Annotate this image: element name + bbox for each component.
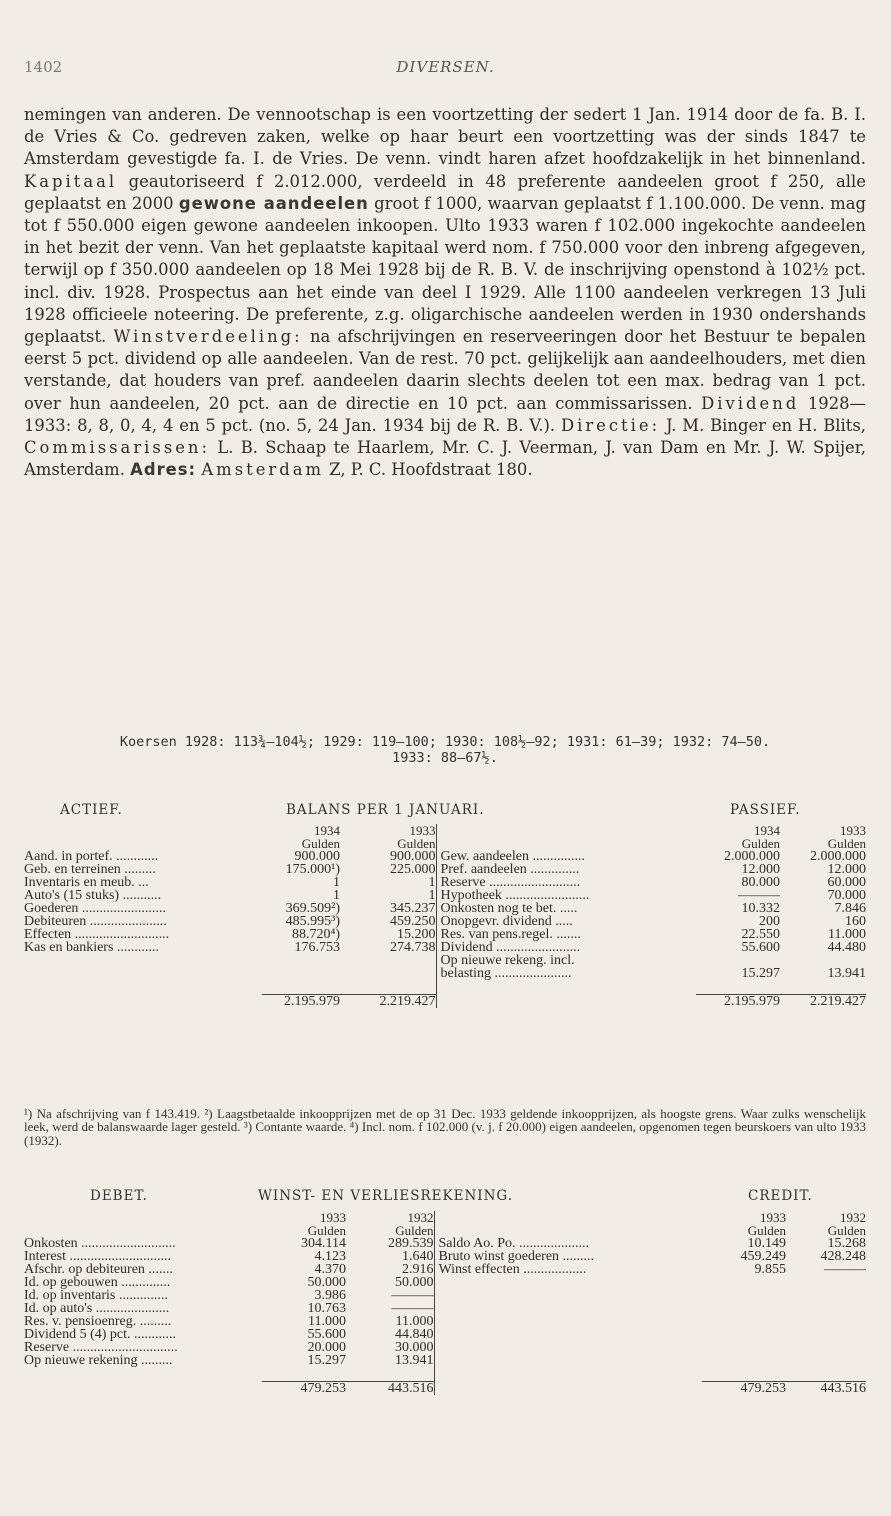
table-row [24, 928, 866, 941]
right-value-b: 428.248 [820, 1250, 866, 1263]
left-value-b: 459.250 [390, 915, 436, 928]
company-description [24, 104, 866, 481]
right-label [434, 1328, 702, 1341]
right-label: Pref. aandeelen .............. [436, 863, 696, 876]
total-value: 2.219.427 [340, 994, 436, 1008]
right-value-a: 55.600 [741, 941, 780, 954]
left-value-a [262, 954, 340, 967]
right-value-a [702, 1276, 786, 1289]
left-value-b: 2.916 [402, 1263, 434, 1276]
right-value-a: 80.000 [741, 876, 780, 889]
wv-body [24, 1211, 866, 1367]
wv-heading [24, 1188, 866, 1206]
left-label: Op nieuwe rekening ......... [24, 1354, 173, 1367]
right-value-a: 15.297 [741, 967, 780, 980]
right-value-b: 11.000 [828, 928, 866, 941]
total-value: 479.253 [262, 1381, 346, 1395]
unit: Gulden [307, 1224, 346, 1237]
left-value-b: 13.941 [395, 1354, 434, 1367]
unit: Gulden [397, 837, 436, 850]
left-label [24, 954, 262, 967]
left-value-a: 900.000 [294, 850, 340, 863]
table-row [24, 863, 866, 876]
table-row [24, 1354, 866, 1367]
right-value-b: 2.000.000 [810, 850, 866, 863]
left-value-b: 1 [428, 889, 436, 902]
text-segment: 1928—1933: 8, 8, 0, 4, 4 en 5 pct. (no. 5, 24 Jan. 1934 bij de R. B. V.). [24, 393, 866, 435]
text-segment: L. B. Schaap te Haarlem, Mr. C. J. Veerman, J. van Dam en Mr. J. W. Spijer, Amsterdam. [24, 438, 867, 480]
winstverdeeling-heading: Winstverdeeling: [113, 327, 303, 347]
right-value-a: 459.249 [740, 1250, 786, 1263]
directie-heading: Directie: [560, 415, 661, 435]
year-a: 1933 [320, 1211, 346, 1224]
table-row [24, 876, 866, 889]
right-label [434, 1302, 702, 1315]
left-label: Geb. en terreinen ......... [24, 863, 156, 876]
right-value-b [786, 1302, 866, 1315]
table-row [24, 967, 866, 980]
unit-row [24, 837, 866, 850]
commissarissen-heading: Commissarissen: [24, 438, 211, 458]
right-value-a [702, 1289, 786, 1302]
right-value-b [786, 1289, 866, 1302]
left-value-b [340, 967, 436, 980]
left-value-b: ——— [391, 1289, 434, 1302]
right-value-a: 12.000 [741, 863, 780, 876]
left-value-a: 4.123 [314, 1250, 346, 1263]
balans-body [24, 824, 866, 980]
left-value-a: 3.986 [314, 1289, 346, 1302]
table-row [24, 1237, 866, 1250]
right-label: Hypotheek ........................ [436, 889, 696, 902]
koersen [24, 734, 866, 766]
text-segment: J. M. Binger en H. Blits, [665, 415, 866, 435]
year-row [24, 1211, 866, 1224]
text-segment: nemingen van anderen. De vennootschap is een voortzetting der sedert 1 Jan. 1914 door de fa. B. I. de Vries & Co. gedreven zaken, welke op haar beurt een voortzetting was der sinds 1847 te Amsterdam gevestigde fa. I. de Vries. De venn. vindt haren afzet hoofdzakelijk in het binnenland. [24, 105, 866, 169]
left-label: Inventaris en meub. ... [24, 876, 149, 889]
right-label: Dividend ........................ [436, 941, 696, 954]
left-value-a: 55.600 [307, 1328, 346, 1341]
right-label: Saldo Ao. Po. .................... [434, 1237, 702, 1250]
page-header [24, 58, 867, 82]
left-value-a: 15.297 [307, 1354, 346, 1367]
left-value-b: 289.539 [388, 1237, 434, 1250]
page-number: 1402 [24, 58, 63, 76]
left-label: Interest ............................. [24, 1250, 171, 1263]
right-label: Op nieuwe rekeng. incl. [436, 954, 696, 967]
left-label: Auto's (15 stuks) ........... [24, 889, 162, 902]
left-label: Id. op inventaris .............. [24, 1289, 168, 1302]
right-value-a: 2.000.000 [724, 850, 780, 863]
right-label [434, 1276, 702, 1289]
table-row [24, 1263, 866, 1276]
koersen-line: Koersen 1928: 113¾—104½; 1929: 119—100; 1930: 108½—92; 1931: 61—39; 1932: 74—50. [119, 734, 771, 750]
left-value-b: 225.000 [390, 863, 436, 876]
unit-row [24, 1224, 866, 1237]
adres-city: Amsterdam [201, 460, 325, 480]
balans-heading [24, 802, 866, 820]
wv-table [24, 1211, 866, 1395]
total-value: 443.516 [346, 1381, 434, 1395]
total-value: 443.516 [786, 1381, 866, 1395]
totals-row [24, 1381, 866, 1395]
year-a: 1934 [314, 824, 340, 837]
total-value: 479.253 [702, 1381, 786, 1395]
year-a: 1933 [760, 1211, 786, 1224]
table-row [24, 850, 866, 863]
right-value-b: 60.000 [827, 876, 866, 889]
right-value-a [702, 1302, 786, 1315]
right-value-a: 10.332 [741, 902, 780, 915]
actief-label: ACTIEF. [60, 802, 123, 818]
left-value-b: 900.000 [390, 850, 436, 863]
right-label: Gew. aandeelen ............... [436, 850, 696, 863]
year-a: 1934 [754, 824, 780, 837]
right-value-a [702, 1354, 786, 1367]
left-label: Effecten ........................... [24, 928, 170, 941]
unit: Gulden [741, 837, 780, 850]
left-label: Dividend 5 (4) pct. ............ [24, 1328, 177, 1341]
balans-title: BALANS PER 1 JANUARI. [286, 802, 485, 818]
left-value-b: 1 [428, 876, 436, 889]
left-value-a: 4.370 [314, 1263, 346, 1276]
right-value-b [780, 954, 866, 967]
balans-totals [24, 980, 866, 1008]
left-label: Debiteuren ...................... [24, 915, 167, 928]
left-value-a: 176.753 [294, 941, 340, 954]
table-row [24, 902, 866, 915]
balans-table [24, 824, 866, 1008]
text-segment: geautoriseerd f 2.012.000, verdeeld in 48 preferente aandeelen groot f 250, alle geplaatst en 2000 [24, 171, 866, 213]
year-row [24, 824, 866, 837]
right-value-b: 160 [845, 915, 866, 928]
left-label: Id. op gebouwen .............. [24, 1276, 171, 1289]
text-segment: groot f 1000, waarvan geplaatst f 1.100.000. De venn. mag tot f 550.000 eigen gewone aandeelen inkoopen. Ulto 1933 waren f 102.000 ingekochte aandeelen in het bezit der venn. Van het geplaatste kapitaal werd nom. f 750.000 voor den inbreng afgegeven, terwijl op f 350.000 aandeelen op 18 Mei 1928 bij de R. B. V. de inschrijving openstond à 102½ pct. incl. div. 1928. Prospectus aan het einde van deel I 1929. Alle 1100 aandeelen verkregen 13 Juli 1928 officieele noteering. De preferente, z.g. oligarchische aandeelen werden in 1930 ondershands geplaatst. [24, 193, 866, 347]
right-value-a [702, 1328, 786, 1341]
left-value-a: 369.509²) [285, 902, 340, 915]
left-value-a: 11.000 [308, 1315, 346, 1328]
right-value-b: 70.000 [827, 889, 866, 902]
left-value-b: 345.237 [390, 902, 436, 915]
unit: Gulden [301, 837, 340, 850]
left-label: Goederen ........................ [24, 902, 166, 915]
right-value-b [786, 1276, 866, 1289]
left-value-a: 304.114 [301, 1237, 346, 1250]
left-value-a: 175.000¹) [285, 863, 340, 876]
right-label [434, 1354, 702, 1367]
left-value-a: 50.000 [307, 1276, 346, 1289]
left-label: Res. v. pensioenreg. ......... [24, 1315, 172, 1328]
wv-title: WINST- EN VERLIESREKENING. [258, 1188, 514, 1204]
left-value-a: 1 [333, 876, 340, 889]
kapitaal-heading: Kapitaal [24, 171, 118, 191]
left-value-a: 88.720⁴) [291, 928, 340, 941]
left-label: Id. op auto's ..................... [24, 1302, 170, 1315]
left-value-a: 485.995³) [285, 915, 340, 928]
total-value: 2.195.979 [262, 994, 340, 1008]
right-value-b [786, 1315, 866, 1328]
left-value-a: 10.763 [307, 1302, 346, 1315]
table-row [24, 1302, 866, 1315]
text-segment: na afschrijvingen en reserveeringen door het Bestuur te bepalen eerst 5 pct. dividend op alle aandeelen. Van de rest. 70 pct. gelijkelijk aan aandeelhouders, met dien verstande, dat houders van pref. aandeelen daarin slechts deelen tot een max. bedrag van 1 pct. over hun aandeelen, 20 pct. aan de directie en 10 pct. aan commissarissen. [24, 327, 866, 413]
right-label [434, 1315, 702, 1328]
right-value-a: 10.149 [747, 1237, 786, 1250]
right-label: belasting ...................... [436, 967, 696, 980]
right-value-b: 44.480 [827, 941, 866, 954]
total-value: 2.195.979 [696, 994, 780, 1008]
right-value-b: 15.268 [827, 1237, 866, 1250]
unit: Gulden [827, 1224, 866, 1237]
table-row [24, 954, 866, 967]
totals-row [24, 994, 866, 1008]
left-value-b [340, 954, 436, 967]
left-value-b: 15.200 [397, 928, 436, 941]
left-value-a: 20.000 [307, 1341, 346, 1354]
right-value-a: 9.855 [754, 1263, 786, 1276]
left-label: Reserve .............................. [24, 1341, 178, 1354]
right-label: Winst effecten .................. [434, 1263, 702, 1276]
left-label: Afschr. op debiteuren ....... [24, 1263, 173, 1276]
right-value-b [786, 1328, 866, 1341]
year-b: 1932 [407, 1211, 434, 1224]
left-value-b: ——— [391, 1302, 434, 1315]
right-value-a [702, 1341, 786, 1354]
right-value-a: ——— [738, 889, 780, 902]
right-label: Bruto winst goederen ......... [434, 1250, 702, 1263]
right-value-b: ——— [824, 1263, 866, 1276]
right-label: Onkosten nog te bet. ..... [436, 902, 696, 915]
table-row [24, 1289, 866, 1302]
table-row [24, 1341, 866, 1354]
credit-label: CREDIT. [748, 1188, 813, 1204]
year-b: 1933 [840, 824, 866, 837]
right-label [434, 1289, 702, 1302]
left-value-b: 44.840 [395, 1328, 434, 1341]
right-label [434, 1341, 702, 1354]
right-value-a [702, 1315, 786, 1328]
dividend-heading: Dividend [701, 393, 800, 413]
left-value-b: 11.000 [395, 1315, 434, 1328]
right-value-b [786, 1341, 866, 1354]
right-value-b: 7.846 [834, 902, 866, 915]
left-value-b: 30.000 [395, 1341, 434, 1354]
right-value-b [786, 1354, 866, 1367]
wv-totals [24, 1367, 866, 1395]
right-label: Onopgevr. dividend ..... [436, 915, 696, 928]
table-row [24, 1315, 866, 1328]
table-row [24, 1250, 866, 1263]
year-b: 1932 [840, 1211, 866, 1224]
left-value-b: 1.640 [402, 1250, 434, 1263]
right-value-a [696, 954, 780, 967]
spacer-row [24, 1367, 866, 1381]
right-label: Res. van pens.regel. ....... [436, 928, 696, 941]
total-value: 2.219.427 [780, 994, 866, 1008]
left-label: Kas en bankiers ............ [24, 941, 159, 954]
right-value-b: 12.000 [827, 863, 866, 876]
unit: Gulden [395, 1224, 434, 1237]
table-row [24, 1328, 866, 1341]
table-row [24, 915, 866, 928]
left-label: Onkosten ........................... [24, 1237, 176, 1250]
right-value-b: 13.941 [827, 967, 866, 980]
unit: Gulden [827, 837, 866, 850]
left-label: Aand. in portef. ............ [24, 850, 159, 863]
right-label: Reserve .......................... [436, 876, 696, 889]
debet-label: DEBET. [90, 1188, 148, 1204]
running-title: DIVERSEN. [396, 58, 495, 76]
table-row [24, 941, 866, 954]
left-value-a [262, 967, 340, 980]
adres-heading: Adres: [130, 460, 197, 480]
left-value-a: 1 [333, 889, 340, 902]
unit: Gulden [747, 1224, 786, 1237]
table-row [24, 1276, 866, 1289]
left-label [24, 967, 262, 980]
footnotes: ¹) Na afschrijving van f 143.419. ²) Laagstbetaalde inkoopprijzen met de op 31 Dec. 1933 geldende inkoopprijzen, als hoogste grens. Waar zulks wenschelijk leek, werd de balanswaarde lager gesteld. ³) Contante waarde. ⁴) Incl. nom. f 102.000 (v. j. f 20.000) eigen aandeelen, opgenomen tegen beurskoers van ulto 1933 (1932). [24, 1106, 866, 1148]
right-value-a: 22.550 [741, 928, 780, 941]
year-b: 1933 [409, 824, 436, 837]
text-segment: Z, P. C. Hoofdstraat 180. [329, 460, 533, 480]
gewone-aandeelen-heading: gewone aandeelen [178, 193, 369, 213]
spacer-row [24, 980, 866, 994]
left-value-b: 50.000 [395, 1276, 434, 1289]
table-row [24, 889, 866, 902]
passief-label: PASSIEF. [730, 802, 801, 818]
left-value-b: 274.738 [390, 941, 436, 954]
koersen-line: 1933: 88—67½. [392, 750, 498, 766]
right-value-a: 200 [759, 915, 780, 928]
